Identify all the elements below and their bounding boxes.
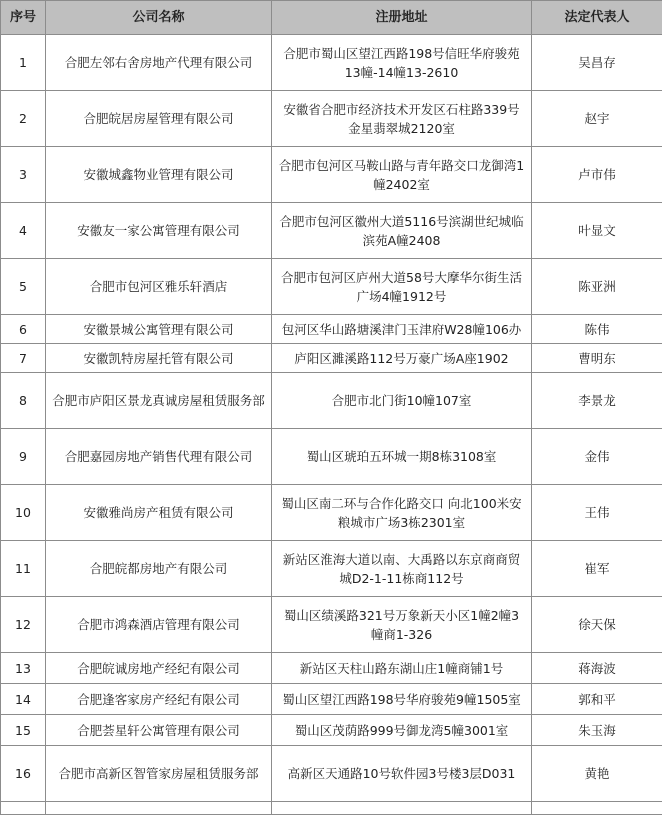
- row-no: 15: [1, 715, 46, 746]
- table-row: [1, 373, 662, 429]
- registered-address: [272, 802, 532, 815]
- registered-address: 安徽省合肥市经济技术开发区石柱路339号金星翡翠城2120室: [272, 91, 532, 147]
- company-name: 合肥皖都房地产有限公司: [46, 541, 272, 597]
- table-row: [1, 429, 662, 485]
- table-row: [1, 91, 662, 147]
- company-name: 合肥市庐阳区景龙真诚房屋租赁服务部: [46, 373, 272, 429]
- company-name: 合肥左邻右舍房地产代理有限公司: [46, 35, 272, 91]
- registered-address: 包河区华山路塘溪津门玉津府W28幢106办: [272, 315, 532, 344]
- legal-representative: 朱玉海: [532, 715, 662, 746]
- company-name: [46, 802, 272, 815]
- table-row: [1, 684, 662, 715]
- legal-representative: 徐天保: [532, 597, 662, 653]
- header-rep: 法定代表人: [532, 1, 662, 35]
- company-name: 安徽凯特房屋托管有限公司: [46, 344, 272, 373]
- registered-address: 新站区天柱山路东湖山庄1幢商铺1号: [272, 653, 532, 684]
- header-no: 序号: [1, 1, 46, 35]
- registered-address: 蜀山区南二环与合作化路交口 向北100米安粮城市广场3栋2301室: [272, 485, 532, 541]
- table-row: [1, 802, 662, 815]
- legal-representative: 曹明东: [532, 344, 662, 373]
- registered-address: 合肥市包河区庐州大道58号大摩华尔街生活广场4幢1912号: [272, 259, 532, 315]
- table-header-row: [1, 1, 662, 35]
- company-name: 合肥市高新区智管家房屋租赁服务部: [46, 746, 272, 802]
- table-row: [1, 653, 662, 684]
- registered-address: 合肥市包河区徽州大道5116号滨湖世纪城临滨苑A幢2408: [272, 203, 532, 259]
- company-name: 合肥市包河区雅乐轩酒店: [46, 259, 272, 315]
- company-name: 合肥皖居房屋管理有限公司: [46, 91, 272, 147]
- row-no: 11: [1, 541, 46, 597]
- registered-address: 合肥市蜀山区望江西路198号信旺华府骏苑13幢-14幢13-2610: [272, 35, 532, 91]
- registered-address: 合肥市北门街10幢107室: [272, 373, 532, 429]
- registered-address: 蜀山区望江西路198号华府骏苑9幢1505室: [272, 684, 532, 715]
- legal-representative: 赵宇: [532, 91, 662, 147]
- row-no: 4: [1, 203, 46, 259]
- header-company: 公司名称: [46, 1, 272, 35]
- row-no: 16: [1, 746, 46, 802]
- table-row: [1, 746, 662, 802]
- row-no: 14: [1, 684, 46, 715]
- company-name: 安徽友一家公寓管理有限公司: [46, 203, 272, 259]
- row-no: 9: [1, 429, 46, 485]
- table-row: [1, 315, 662, 344]
- legal-representative: 李景龙: [532, 373, 662, 429]
- legal-representative: 陈伟: [532, 315, 662, 344]
- legal-representative: 叶显文: [532, 203, 662, 259]
- header-address: 注册地址: [272, 1, 532, 35]
- row-no: 7: [1, 344, 46, 373]
- row-no: 2: [1, 91, 46, 147]
- legal-representative: 崔军: [532, 541, 662, 597]
- row-no: [1, 802, 46, 815]
- row-no: 1: [1, 35, 46, 91]
- table-row: [1, 35, 662, 91]
- registered-address: 新站区淮海大道以南、大禹路以东京商商贸城D2-1-11栋商112号: [272, 541, 532, 597]
- row-no: 10: [1, 485, 46, 541]
- company-name: 安徽景城公寓管理有限公司: [46, 315, 272, 344]
- row-no: 12: [1, 597, 46, 653]
- registered-address: 高新区天通路10号软件园3号楼3层D031: [272, 746, 532, 802]
- table-row: [1, 541, 662, 597]
- registered-address: 庐阳区濉溪路112号万豪广场A座1902: [272, 344, 532, 373]
- legal-representative: 黄艳: [532, 746, 662, 802]
- row-no: 8: [1, 373, 46, 429]
- company-name: 安徽雅尚房产租赁有限公司: [46, 485, 272, 541]
- company-name: 安徽城鑫物业管理有限公司: [46, 147, 272, 203]
- table-row: [1, 485, 662, 541]
- legal-representative: 陈亚洲: [532, 259, 662, 315]
- legal-representative: 卢市伟: [532, 147, 662, 203]
- registered-address: 合肥市包河区马鞍山路与青年路交口龙御湾1幢2402室: [272, 147, 532, 203]
- company-name: 合肥市鸿森酒店管理有限公司: [46, 597, 272, 653]
- row-no: 13: [1, 653, 46, 684]
- company-name: 合肥荟星轩公寓管理有限公司: [46, 715, 272, 746]
- registered-address: 蜀山区绩溪路321号万象新天小区1幢2幢3幢商1-326: [272, 597, 532, 653]
- legal-representative: 吴昌存: [532, 35, 662, 91]
- table-row: [1, 259, 662, 315]
- company-name: 合肥嘉园房地产销售代理有限公司: [46, 429, 272, 485]
- company-name: 合肥逢客家房产经纪有限公司: [46, 684, 272, 715]
- legal-representative: 蒋海波: [532, 653, 662, 684]
- row-no: 3: [1, 147, 46, 203]
- row-no: 5: [1, 259, 46, 315]
- registered-address: 蜀山区琥珀五环城一期8栋3108室: [272, 429, 532, 485]
- table-row: [1, 203, 662, 259]
- table-row: [1, 597, 662, 653]
- table-row: [1, 715, 662, 746]
- table-row: [1, 344, 662, 373]
- legal-representative: 王伟: [532, 485, 662, 541]
- table-row: [1, 147, 662, 203]
- company-name: 合肥皖诚房地产经纪有限公司: [46, 653, 272, 684]
- legal-representative: 金伟: [532, 429, 662, 485]
- row-no: 6: [1, 315, 46, 344]
- legal-representative: 郭和平: [532, 684, 662, 715]
- registered-address: 蜀山区茂荫路999号御龙湾5幢3001室: [272, 715, 532, 746]
- legal-representative: [532, 802, 662, 815]
